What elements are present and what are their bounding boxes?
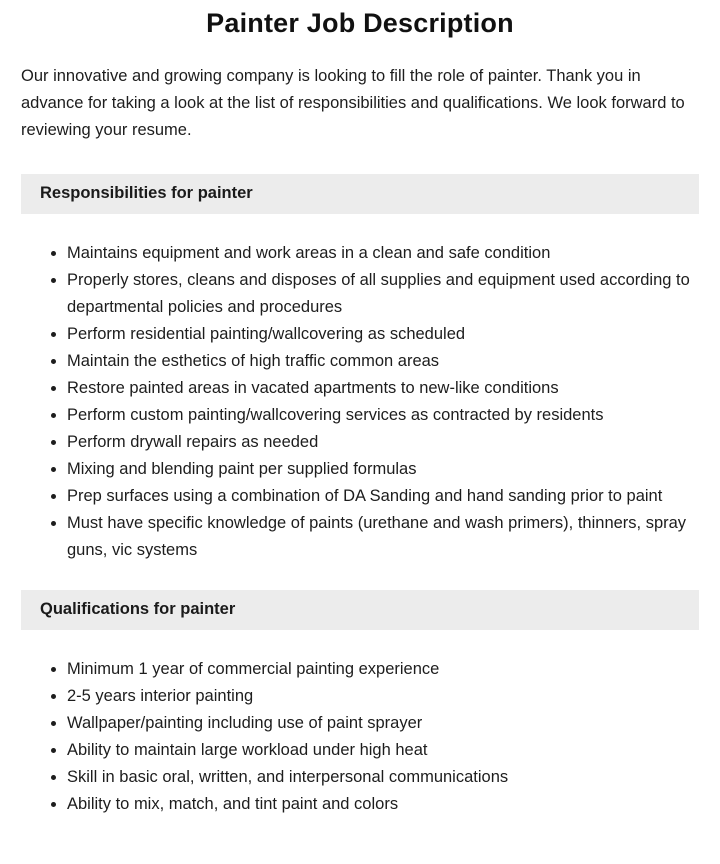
section-header-qualifications: Qualifications for painter (21, 590, 699, 630)
responsibilities-list (21, 240, 699, 564)
list-item: Perform custom painting/wallcovering services as contracted by residents (67, 402, 699, 429)
list-item: Ability to maintain large workload under high heat (67, 737, 699, 764)
list-item: Perform residential painting/wallcovering as scheduled (67, 321, 699, 348)
list-item: Prep surfaces using a combination of DA Sanding and hand sanding prior to paint (67, 483, 699, 510)
list-item: Perform drywall repairs as needed (67, 429, 699, 456)
list-item: Restore painted areas in vacated apartments to new-like conditions (67, 375, 699, 402)
section-header-responsibilities: Responsibilities for painter (21, 174, 699, 214)
qualifications-list (21, 656, 699, 818)
list-item: Mixing and blending paint per supplied formulas (67, 456, 699, 483)
list-item: Properly stores, cleans and disposes of all supplies and equipment used according to departmental policies and procedures (67, 267, 699, 321)
list-item: Must have specific knowledge of paints (urethane and wash primers), thinners, spray guns, vic systems (67, 510, 699, 564)
list-item: Maintain the esthetics of high traffic common areas (67, 348, 699, 375)
intro-paragraph: Our innovative and growing company is looking to fill the role of painter. Thank you in advance for taking a look at the list of responsibilities and qualifications. We look forward to reviewing your resume. (21, 67, 685, 139)
list-item: 2-5 years interior painting (67, 683, 699, 710)
list-item: Minimum 1 year of commercial painting experience (67, 656, 699, 683)
list-item: Skill in basic oral, written, and interpersonal communications (67, 764, 699, 791)
list-item: Maintains equipment and work areas in a clean and safe condition (67, 240, 699, 267)
list-item: Wallpaper/painting including use of paint sprayer (67, 710, 699, 737)
list-item: Ability to mix, match, and tint paint and colors (67, 791, 699, 818)
page-title: Painter Job Description (206, 8, 514, 38)
